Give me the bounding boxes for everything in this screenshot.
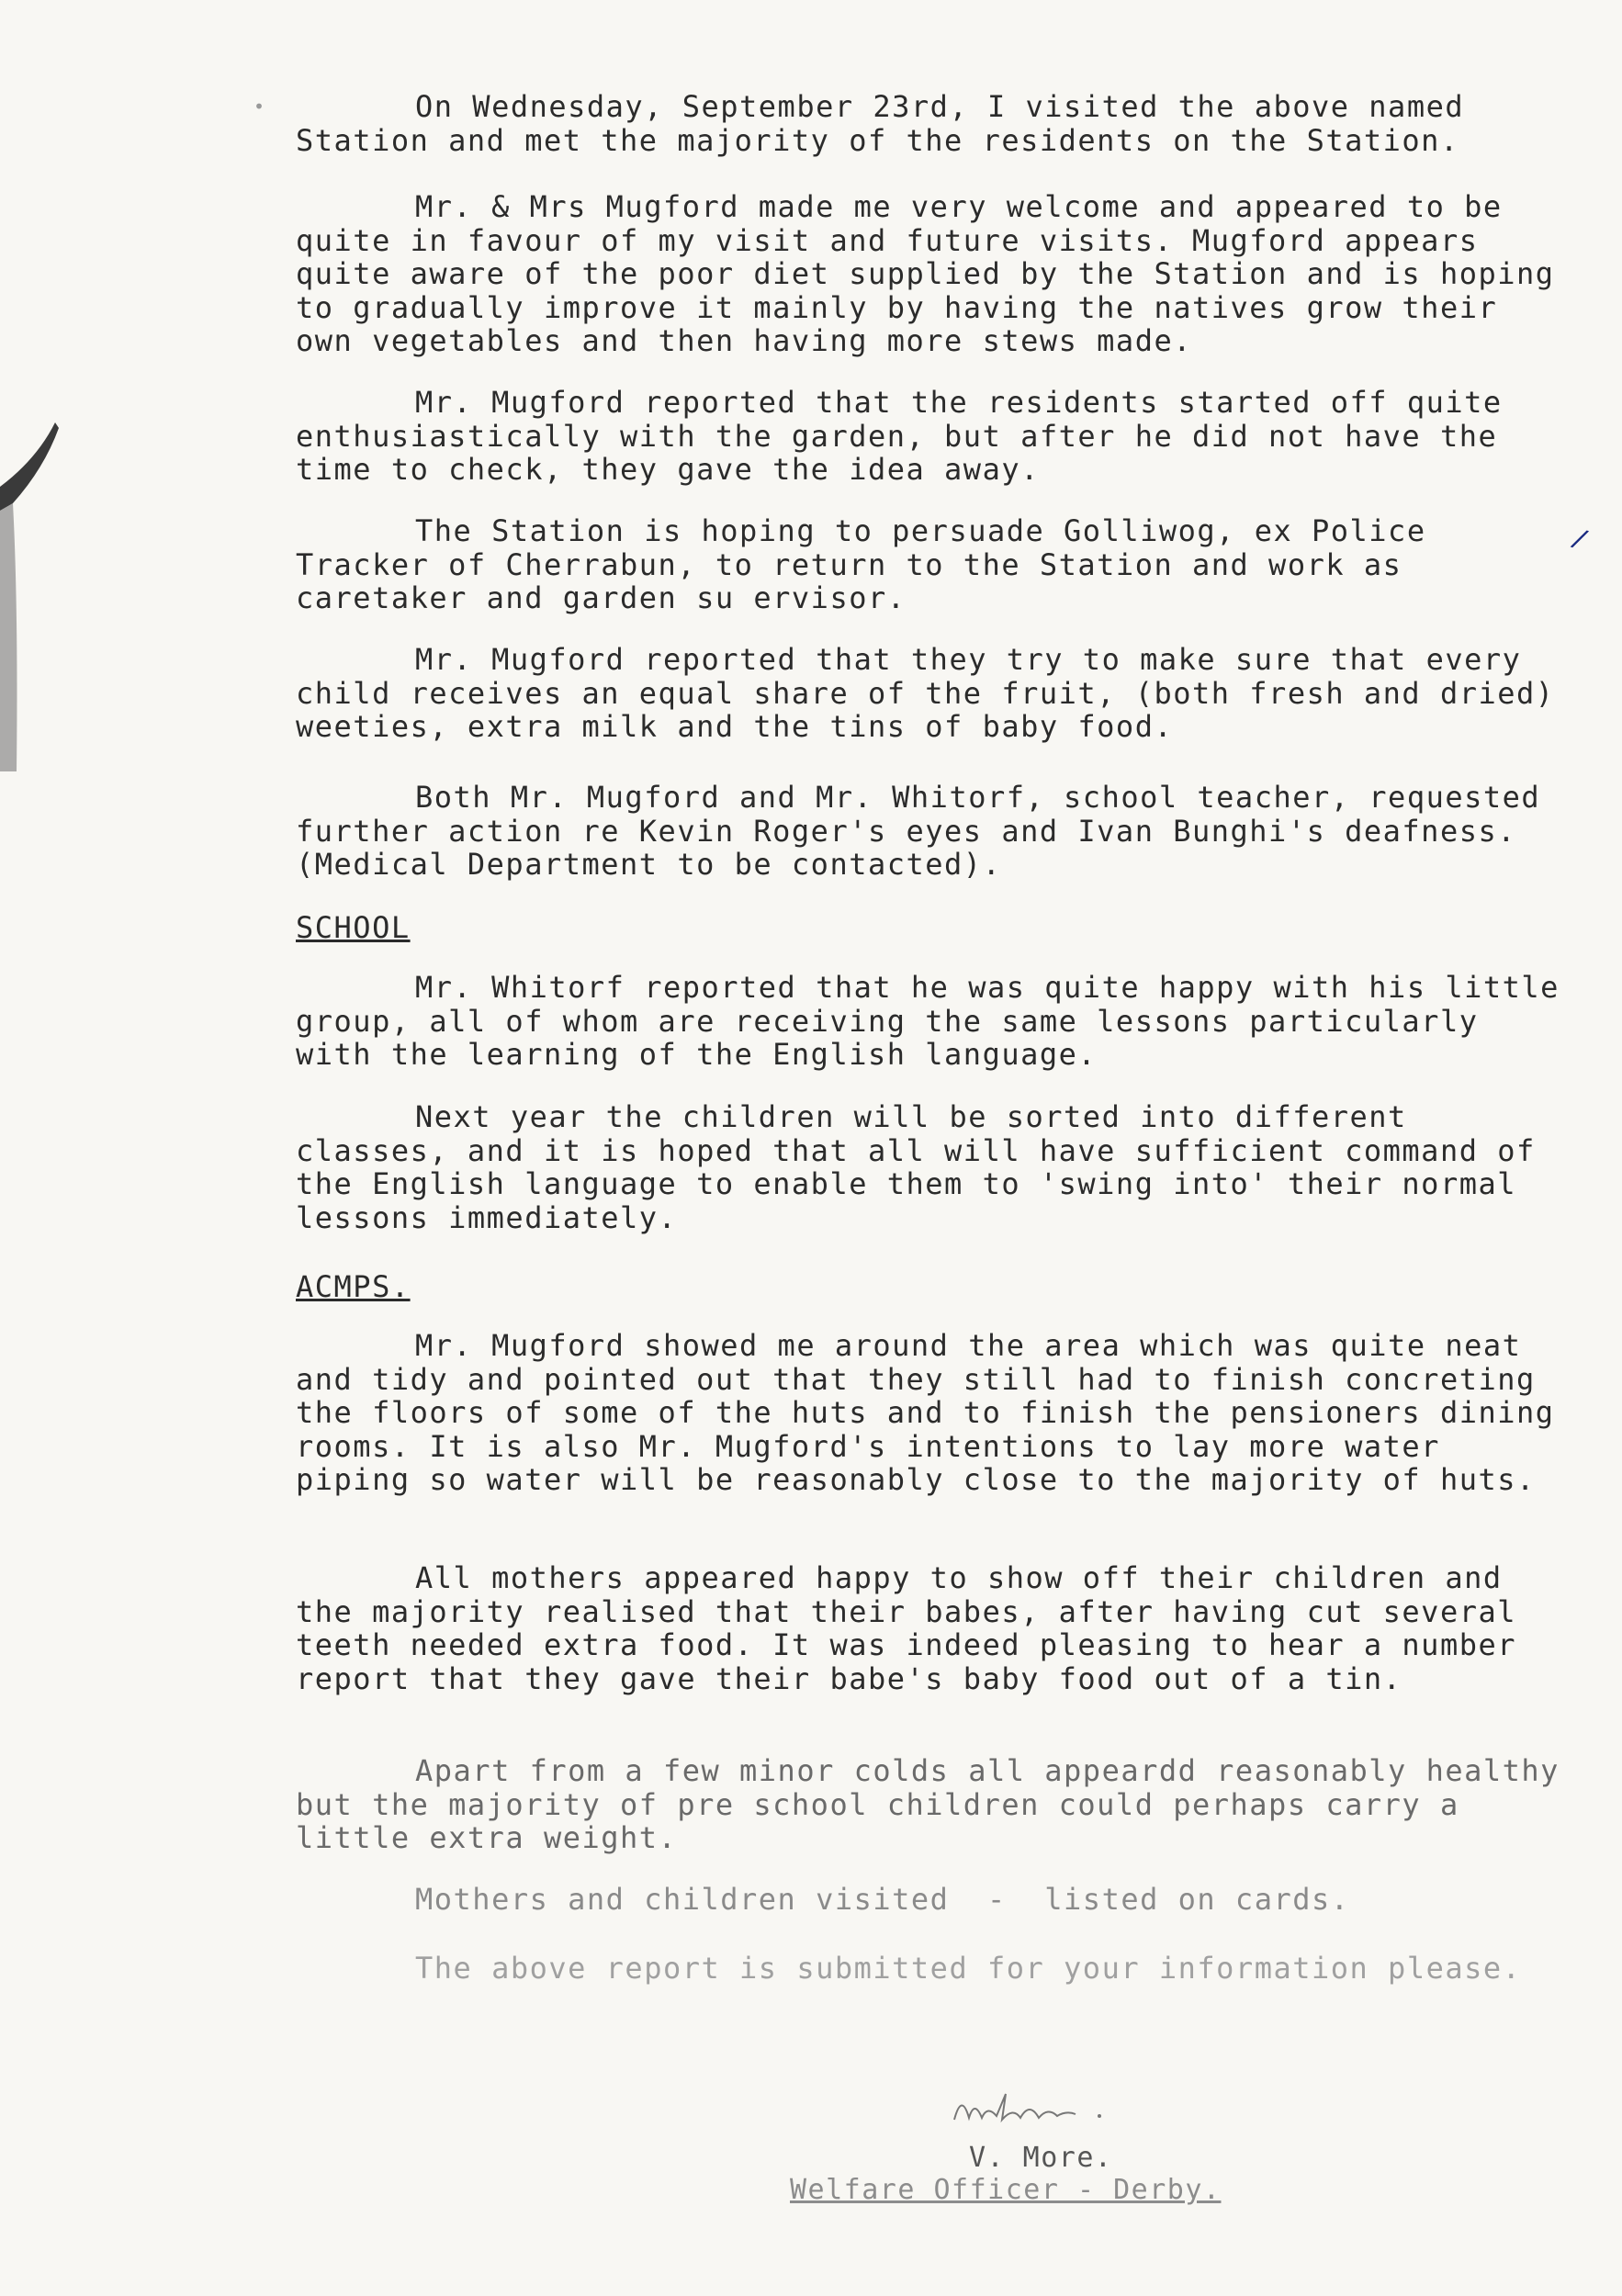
closing-visited: Mothers and children visited - listed on cards.: [415, 1882, 1350, 1917]
heading-school: SCHOOL: [296, 910, 411, 945]
paragraph-fruit: Mr. Mugford reported that they try to make sure that every child receives an equal share of the fruit, (both fresh and dried) weeties, extra milk and the tins of baby food.: [296, 642, 1574, 744]
paragraph-school-group: Mr. Whitorf reported that he was quite happy with his little group, all of whom are receiving the same lessons particularly with the learning of the English language.: [296, 970, 1579, 1072]
signature-title: Welfare Officer - Derby.: [790, 2174, 1222, 2206]
paragraph-camps-area: Mr. Mugford showed me around the area which was quite neat and tidy and pointed out that they still had to finish concreting the floors of some of the huts and to finish the pensioners dining rooms. It is also Mr. Mugford's intentions to lay more water piping so water will be reasonably close to the majority of huts.: [296, 1328, 1574, 1497]
paragraph-medical: Both Mr. Mugford and Mr. Whitorf, school teacher, requested further action re Kevin Roger's eyes and Ivan Bunghi's deafness. (Medical Department to be contacted).: [296, 780, 1560, 882]
paragraph-caretaker: The Station is hoping to persuade Golliwog, ex Police Tracker of Cherrabun, to return to the Station and work as caretaker and garden su ervisor.: [296, 513, 1446, 615]
margin-speck: •: [253, 96, 265, 118]
heading-camps: ACMPS.: [296, 1269, 411, 1304]
paragraph-welcome: Mr. & Mrs Mugford made me very welcome and appeared to be quite in favour of my visit and future visits. Mugford appears quite aware of the poor diet supplied by the Station and is hoping to gradually improve it mainly by having the natives grow their own vegetables and then having more stews made.: [296, 189, 1574, 358]
signature-name: V. More.: [969, 2142, 1113, 2174]
paragraph-camps-health: Apart from a few minor colds all appeardd reasonably healthy but the majority of pre school children could perhaps carry a little extra weight.: [296, 1753, 1579, 1855]
closing-submitted: The above report is submitted for your information please.: [415, 1951, 1522, 1986]
paragraph-garden: Mr. Mugford reported that the residents started off quite enthusiastically with the garden, but after he did not have the time to check, they gave the idea away.: [296, 385, 1522, 487]
margin-mark: /: [1567, 522, 1593, 556]
paragraph-school-classes: Next year the children will be sorted into different classes, and it is hoped that all will have sufficient command of the English language to enable them to 'swing into' their normal lessons immediately.: [296, 1099, 1555, 1235]
paragraph-camps-mothers: All mothers appeared happy to show off their children and the majority realised that their babes, after having cut several teeth needed extra food. It was indeed pleasing to hear a number report that they gave their babe's baby food out of a tin.: [296, 1560, 1536, 1696]
handwritten-signature: [941, 2083, 1162, 2138]
paragraph-visit: On Wednesday, September 23rd, I visited the above named Station and met the majority of the residents on the Station.: [296, 89, 1483, 158]
binding-shadow: [0, 422, 64, 771]
